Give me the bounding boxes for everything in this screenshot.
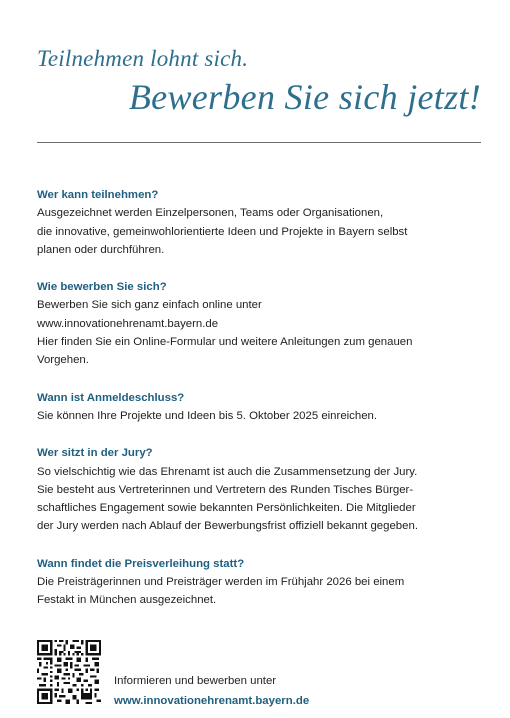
qr-code-graphic	[37, 640, 101, 704]
faq-answer: Die Preisträgerinnen und Preisträger werden im Frühjahr 2026 bei einem Festakt in München ausgezeichnet.	[37, 576, 405, 607]
faq-section-application	[37, 278, 487, 369]
qr-code-icon[interactable]	[37, 640, 101, 704]
headline-line-2: Bewerben Sie sich jetzt!	[128, 77, 481, 117]
faq-section-jury	[37, 444, 487, 535]
faq-question: Wie bewerben Sie sich?	[37, 281, 167, 294]
faq-question: Wann findet die Preisverleihung statt?	[37, 557, 245, 570]
faq-content	[37, 186, 487, 629]
faq-section-participation	[37, 186, 487, 259]
footer-intro: Informieren und bewerben unter	[114, 675, 277, 687]
faq-answer: So vielschichtig wie das Ehrenamt ist auch die Zusammensetzung der Jury. Sie besteht aus Vertreterinnen und Vertretern des Runden Tisches Bürger- schaftliches Engagement sowie bekannten Persönlichkeiten. Die Mitglieder der Jury werden nach Ablauf der Bewerbungsfrist offiziell bekannt gegeben.	[37, 465, 418, 533]
faq-section-deadline	[37, 389, 487, 426]
faq-answer: Sie können Ihre Projekte und Ideen bis 5. Oktober 2025 einreichen.	[37, 409, 378, 422]
faq-question: Wer sitzt in der Jury?	[37, 447, 153, 460]
website-link[interactable]: www.innovationehrenamt.bayern.de	[114, 695, 310, 707]
faq-answer: Bewerben Sie sich ganz einfach online unter www.innovationehrenamt.bayern.de Hier finden Sie ein Online-Formular und weitere Anleitungen zum genauen Vorgehen.	[37, 299, 413, 367]
headline-line-1: Teilnehmen lohnt sich.	[37, 46, 249, 71]
faq-question: Wer kann teilnehmen?	[37, 189, 159, 201]
faq-section-award-ceremony	[37, 555, 487, 610]
faq-answer: Ausgezeichnet werden Einzelpersonen, Teams oder Organisationen, die innovative, gemeinwohlorientierte Ideen und Projekte in Bayern selbst planen oder durchführen.	[37, 207, 408, 256]
footer	[114, 671, 309, 711]
divider	[37, 142, 481, 143]
faq-question: Wann ist Anmeldeschluss?	[37, 391, 185, 404]
